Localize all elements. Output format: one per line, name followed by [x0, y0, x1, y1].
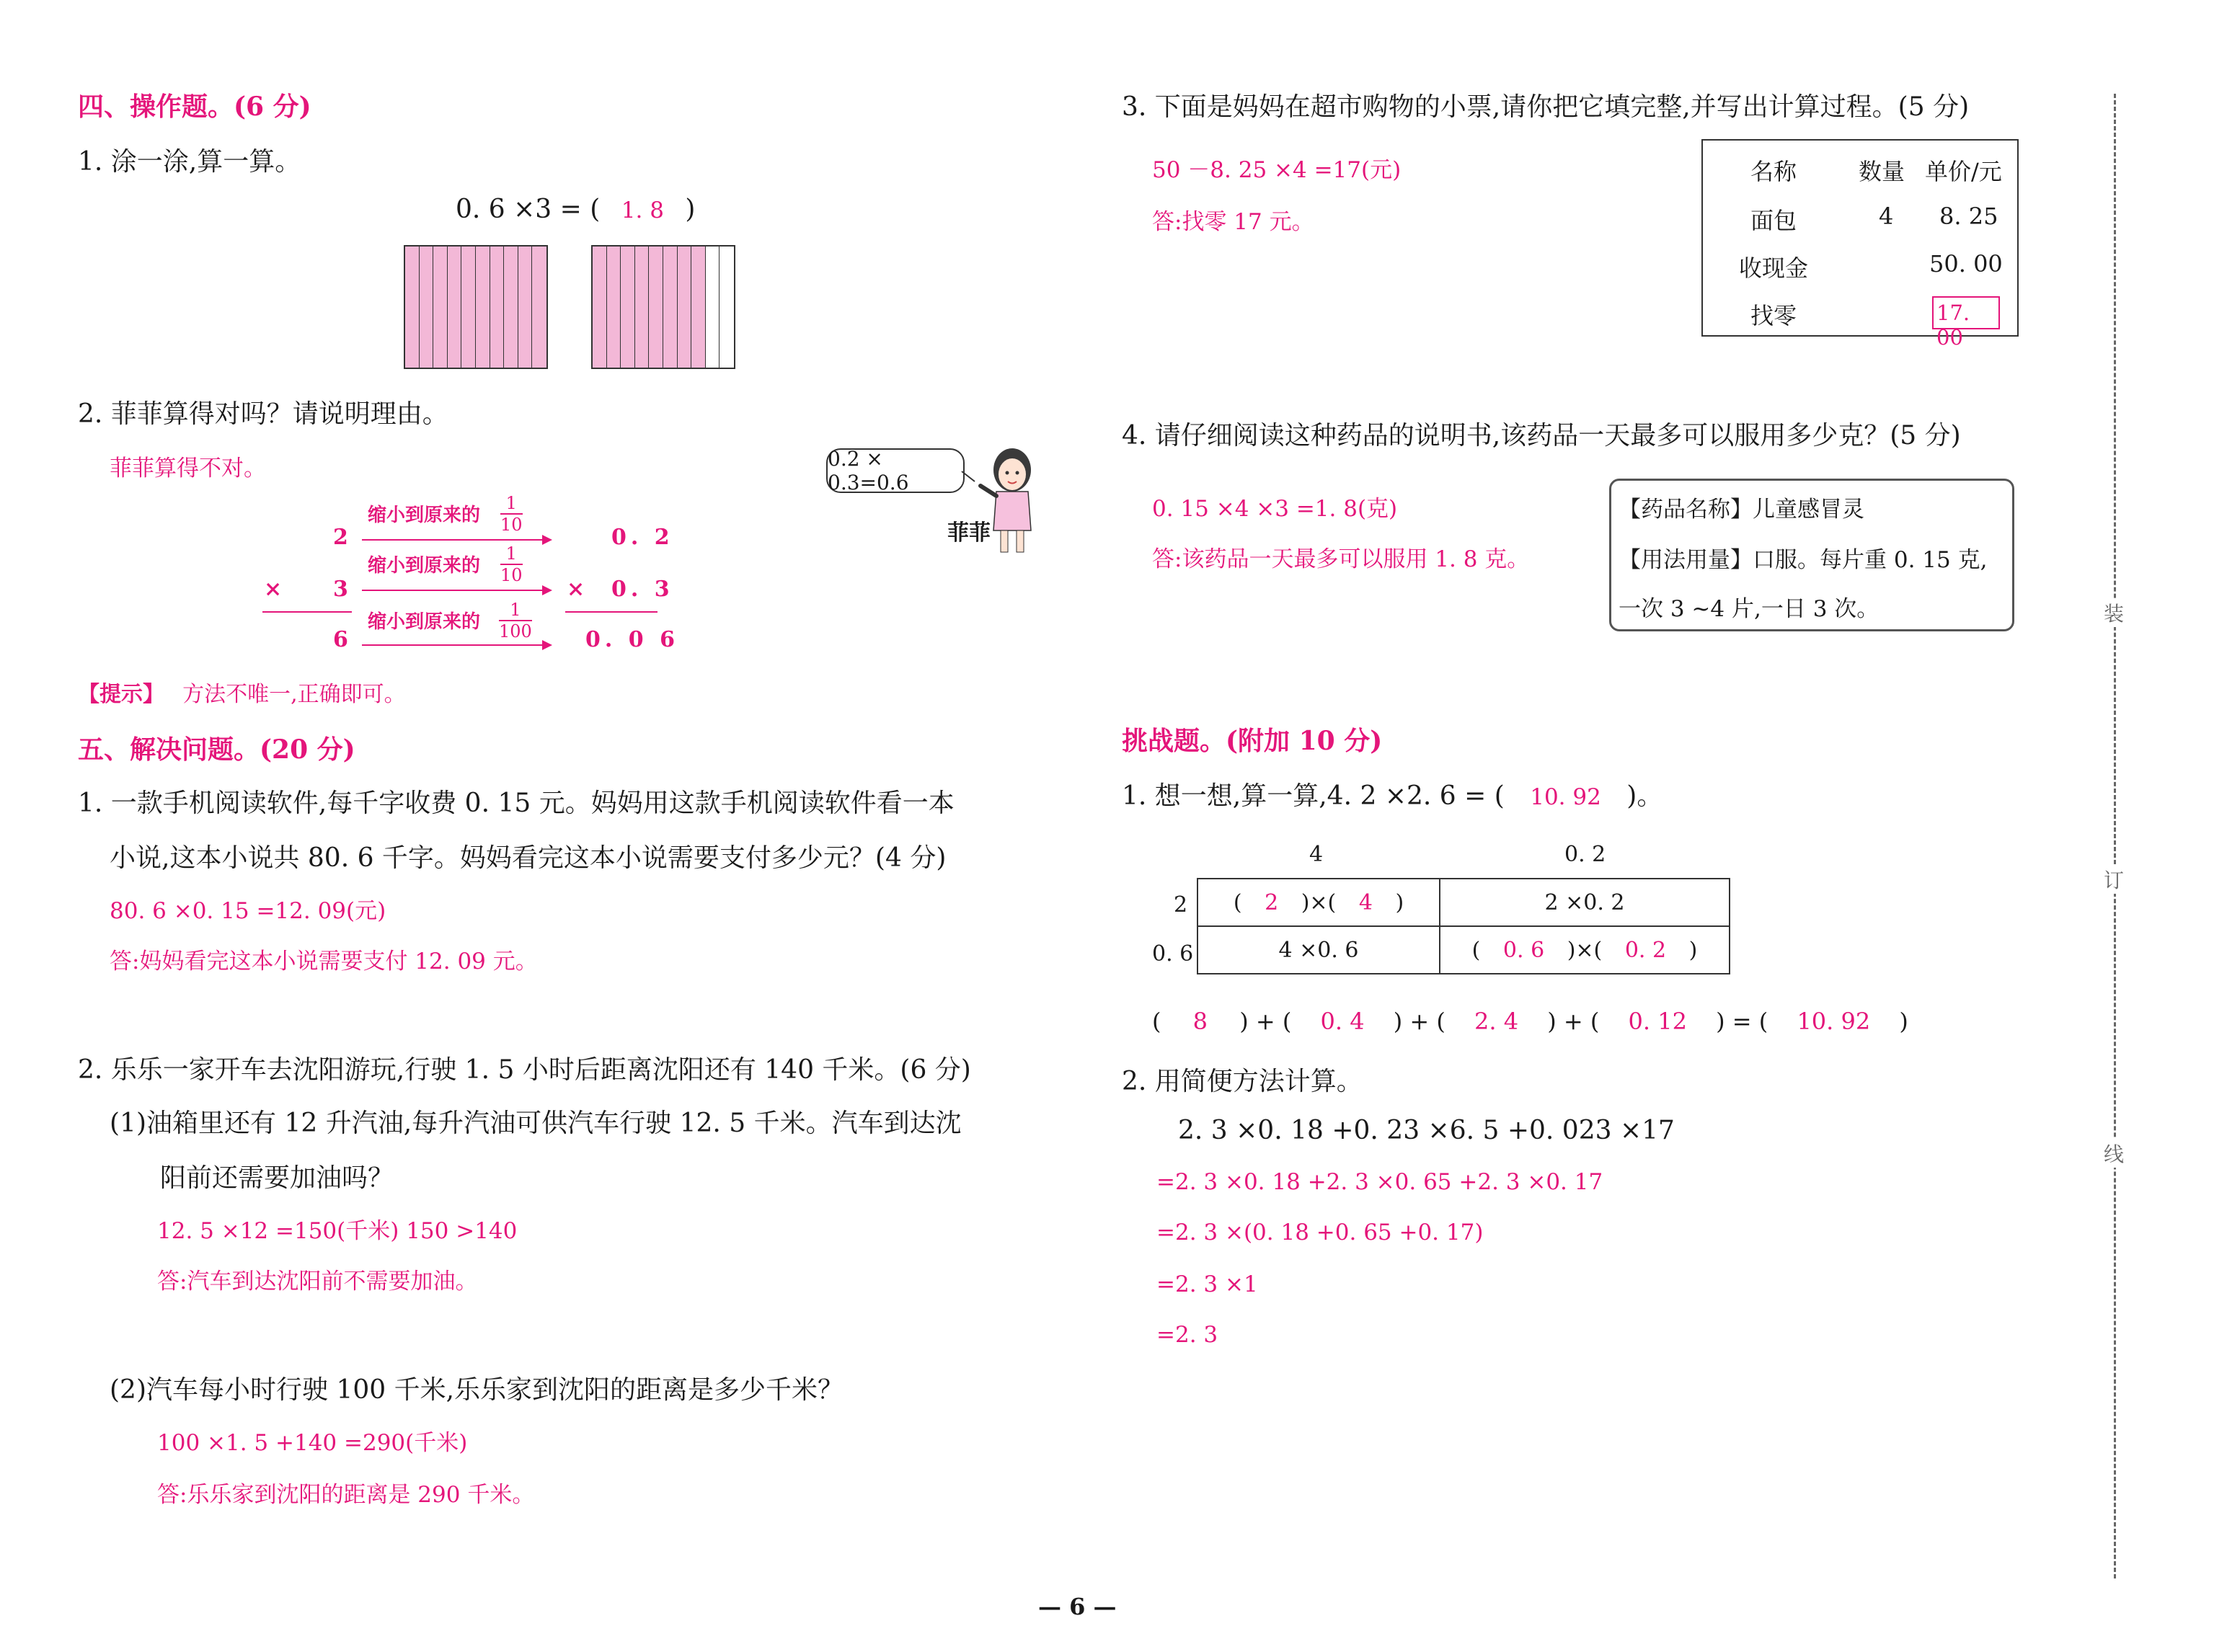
tbl-r1c1: ( 2 )×( 4 ): [1197, 879, 1440, 926]
p2b-calc: 100 ×1. 5 +140 =290(千米): [157, 1430, 468, 1456]
p2b-line1: (2)汽车每小时行驶 100 千米,乐乐家到沈阳的距离是多少千米？: [110, 1375, 844, 1405]
arrow-1: [362, 539, 551, 541]
hint: 【提示】 方法不唯一,正确即可。: [78, 682, 406, 707]
calc-row3-left: 6: [333, 627, 353, 652]
calc-row2-op: ×: [264, 577, 287, 602]
p2a-line2: 阳前还需要加油吗？: [160, 1163, 394, 1193]
grid-cell: [433, 247, 448, 368]
med-line3: 一次 3 ~4 片,一日 3 次。: [1619, 596, 1880, 622]
margin-char-2: 订: [2104, 865, 2124, 894]
c2-step3: =2. 3 ×1: [1156, 1271, 1258, 1297]
shrink-label-1: 缩小到原来的: [368, 505, 481, 526]
fraction-1: 1 10: [500, 493, 523, 535]
grid-cell: [476, 247, 490, 368]
tbl-row2-header: 0. 6: [1152, 941, 1194, 967]
grid-cell: [706, 247, 720, 368]
p2a-calc: 12. 5 ×12 =150(千米) 150 >140: [157, 1218, 518, 1244]
q1-title: 1. 涂一涂,算一算。: [78, 147, 301, 177]
receipt-item-name: 面包: [1750, 207, 1797, 234]
q1-equation: 0. 6 ×3 = ( 1. 8 ): [456, 195, 696, 224]
page-number: — 6 —: [1038, 1593, 1117, 1620]
c2-step1: =2. 3 ×0. 18 +2. 3 ×0. 65 +2. 3 ×0. 17: [1156, 1169, 1603, 1195]
grid-cell: [691, 247, 706, 368]
receipt-change-value: 17. 00: [1936, 301, 1970, 350]
c2-title: 2. 用简便方法计算。: [1122, 1067, 1363, 1096]
tbl-r2c1: 4 ×0. 6: [1197, 926, 1440, 974]
receipt-h-qty: 数量: [1859, 158, 1905, 185]
q2-answer: 菲菲算得不对。: [110, 456, 266, 481]
speech-bubble: 0.2 × 0.3=0.6: [826, 448, 965, 493]
grid-cell: [649, 247, 663, 368]
shrink-label-3: 缩小到原来的: [368, 611, 481, 633]
receipt-h-price: 单价/元: [1925, 158, 2002, 185]
girl-name: 菲菲: [947, 520, 991, 546]
calc-row2-left: 3: [333, 577, 353, 602]
receipt-item-qty: 4: [1879, 203, 1894, 230]
p1-line2: 小说,这本小说共 80. 6 千字。妈妈看完这本小说需要支付多少元？(4 分): [110, 843, 947, 873]
receipt-item-price: 8. 25: [1939, 203, 1998, 230]
section-5-title: 五、解决问题。(20 分): [78, 734, 355, 765]
c1-answer: 10. 92: [1530, 784, 1601, 810]
grid-cell: [663, 247, 678, 368]
grid-cell: [405, 247, 420, 368]
calc-row3-right: 0. 0 6: [585, 627, 679, 652]
receipt-cash-label: 收现金: [1739, 254, 1809, 282]
fraction-grid-b: [591, 245, 735, 369]
p4-title: 4. 请仔细阅读这种药品的说明书,该药品一天最多可以服用多少克？(5 分): [1122, 421, 1961, 450]
receipt-h-name: 名称: [1750, 158, 1797, 185]
p3-title: 3. 下面是妈妈在超市购物的小票,请你把它填完整,并写出计算过程。(5 分): [1122, 92, 1970, 122]
arrow-2: [362, 590, 551, 591]
p3-answer: 答:找零 17 元。: [1152, 209, 1314, 235]
fraction-2: 1 10: [500, 543, 523, 585]
grid-cell: [720, 247, 734, 368]
p1-calc: 80. 6 ×0. 15 =12. 09(元): [110, 898, 386, 924]
p1-line1: 1. 一款手机阅读软件,每千字收费 0. 15 元。妈妈用这款手机阅读软件看一本: [78, 789, 955, 818]
med-line2: 【用法用量】口服。每片重 0. 15 克,: [1619, 547, 1988, 573]
calc-row2-right: 0. 3: [611, 577, 674, 602]
calc-row2-op-right: ×: [567, 577, 590, 602]
calc-row1-left: 2: [333, 525, 353, 550]
medicine-instructions-box: [1609, 479, 2014, 631]
p2a-answer: 答:汽车到达沈阳前不需要加油。: [157, 1269, 478, 1294]
arrow-3: [362, 644, 551, 646]
tbl-r2c2: ( 0. 6 )×( 0. 2 ): [1440, 926, 1730, 974]
tbl-row1-header: 2: [1174, 892, 1188, 918]
grid-cell: [607, 247, 621, 368]
p2-line1: 2. 乐乐一家开车去沈阳游玩,行驶 1. 5 小时后距离沈阳还有 140 千米。(6 分): [78, 1055, 971, 1085]
c2-expression: 2. 3 ×0. 18 +0. 23 ×6. 5 +0. 023 ×17: [1178, 1116, 1675, 1145]
margin-char-1: 装: [2104, 598, 2124, 627]
grid-cell: [504, 247, 518, 368]
grid-cell: [593, 247, 607, 368]
calc-line-left: [262, 611, 352, 613]
tbl-col2-header: 0. 2: [1564, 842, 1606, 867]
med-line1: 【药品名称】儿童感冒灵: [1619, 497, 1864, 523]
p2a-line1: (1)油箱里还有 12 升汽油,每升汽油可供汽车行驶 12. 5 千米。汽车到达沈: [110, 1109, 962, 1138]
tbl-r1c2: 2 ×0. 2: [1440, 879, 1730, 926]
grid-cell: [532, 247, 546, 368]
shrink-label-2: 缩小到原来的: [368, 555, 481, 577]
grid-cell: [448, 247, 462, 368]
grid-cell: [461, 247, 476, 368]
receipt-cash-value: 50. 00: [1929, 250, 2003, 277]
tbl-col1-header: 4: [1309, 842, 1324, 867]
p2b-answer: 答:乐乐家到沈阳的距离是 290 千米。: [157, 1482, 535, 1508]
challenge-title: 挑战题。(附加 10 分): [1122, 726, 1383, 756]
section-4-title: 四、操作题。(6 分): [78, 92, 311, 122]
p4-calc: 0. 15 ×4 ×3 =1. 8(克): [1152, 496, 1398, 522]
calc-row1-right: 0. 2: [611, 525, 674, 550]
fraction-3: 1 100: [499, 600, 532, 641]
margin-char-3: 线: [2104, 1139, 2124, 1168]
fraction-grid-a: [404, 245, 548, 369]
grid-cell: [518, 247, 533, 368]
grid-cell: [490, 247, 505, 368]
grid-cell: [635, 247, 650, 368]
multiplication-table: [1197, 878, 1730, 974]
p4-answer: 答:该药品一天最多可以服用 1. 8 克。: [1152, 546, 1530, 572]
calc-line-right: [565, 611, 658, 613]
q1-answer: 1. 8: [621, 197, 664, 223]
sum-equation: ( 8 ) + ( 0. 4 ) + ( 2. 4 ) + ( 0. 12 ) = ( 10. 92 ): [1152, 1008, 1908, 1035]
grid-cell: [678, 247, 692, 368]
c2-step2: =2. 3 ×(0. 18 +0. 65 +0. 17): [1156, 1220, 1484, 1245]
grid-cell: [420, 247, 434, 368]
c2-step4: =2. 3: [1156, 1322, 1218, 1348]
grid-cell: [621, 247, 635, 368]
receipt-change-box: [1932, 296, 2000, 350]
c1-question: 1. 想一想,算一算,4. 2 ×2. 6 = ( 10. 92 )。: [1122, 781, 1663, 811]
q2-title: 2. 菲菲算得对吗？请说明理由。: [78, 399, 448, 429]
receipt-change-label: 找零: [1750, 302, 1797, 329]
p1-answer: 答:妈妈看完这本小说需要支付 12. 09 元。: [110, 949, 538, 974]
p3-calc: 50 －8. 25 ×4 =17(元): [1152, 157, 1402, 183]
receipt: [1701, 139, 2019, 350]
binding-line: [2114, 94, 2116, 1578]
